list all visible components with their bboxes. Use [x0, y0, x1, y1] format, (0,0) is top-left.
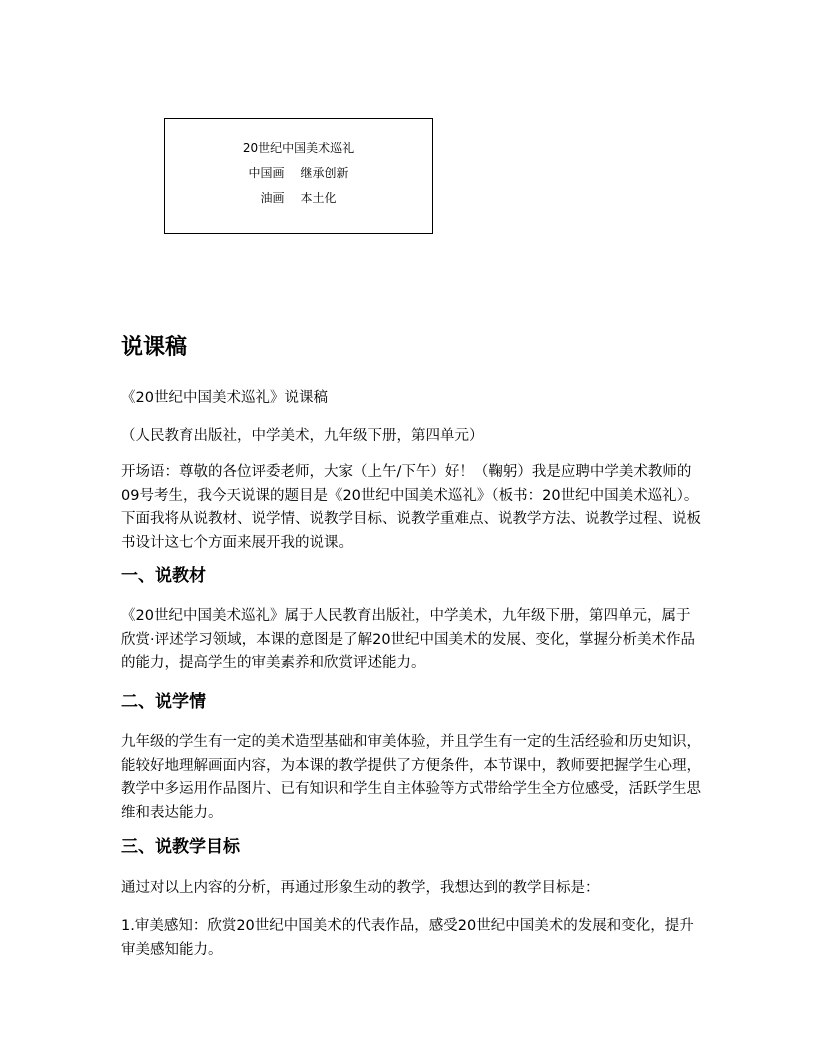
- lesson-subtitle: 《20世纪中国美术巡礼》说课稿: [121, 390, 328, 406]
- section-goal-1: 1.审美感知：欣赏20世纪中国美术的代表作品，感受20世纪中国美术的发展和变化，提升审美感知能力。: [121, 918, 694, 958]
- section-heading-goals: 三、说教学目标: [121, 837, 240, 857]
- board-line-chinese-painting: [165, 165, 432, 181]
- blackboard-design-box: [164, 118, 433, 234]
- section-heading-students: 二、说学情: [121, 692, 206, 712]
- board-line-oil-painting: [165, 190, 432, 206]
- document-title: 说课稿: [121, 335, 188, 360]
- opening-paragraph: 开场语：尊敬的各位评委老师，大家（上午/下午）好！（鞠躬）我是应聘中学美术教师的09号考生，我今天说课的题目是《20世纪中国美术巡礼》（板书：20世纪中国美术巡礼）。下面我将从说教材、说学情、说教学目标、说教学重难点、说教学方法、说教学过程、说板书设计这七个方面来展开我的说课。: [121, 464, 701, 551]
- section-body-students: 九年级的学生有一定的美术造型基础和审美体验，并且学生有一定的生活经验和历史知识，能较好地理解画面内容，为本课的教学提供了方便条件，本节课中，教师要把握学生心理，教学中多运用作品图片、已有知识和学生自主体验等方式带给学生全方位感受，活跃学生思维和表达能力。: [121, 734, 701, 821]
- section-body-textbook: 《20世纪中国美术巡礼》属于人民教育出版社，中学美术，九年级下册，第四单元，属于欣赏·评述学习领域，本课的意图是了解20世纪中国美术的发展、变化，掌握分析美术作品的能力，提高学生的审美素养和欣赏评述能力。: [121, 608, 696, 671]
- board-chinese-painting: 中国画: [248, 166, 285, 180]
- section-heading-textbook: 一、说教材: [121, 566, 206, 586]
- board-inherit-innovate: 继承创新: [300, 166, 349, 180]
- board-title-text: 20世纪中国美术巡礼: [242, 141, 355, 155]
- board-title: [165, 140, 432, 156]
- section-goals-intro: 通过对以上内容的分析，再通过形象生动的教学，我想达到的教学目标是：: [121, 880, 600, 896]
- board-oil-painting: 油画: [260, 191, 285, 205]
- publisher-info: （人民教育出版社，中学美术，九年级下册，第四单元）: [121, 428, 484, 444]
- board-localization: 本土化: [300, 191, 337, 205]
